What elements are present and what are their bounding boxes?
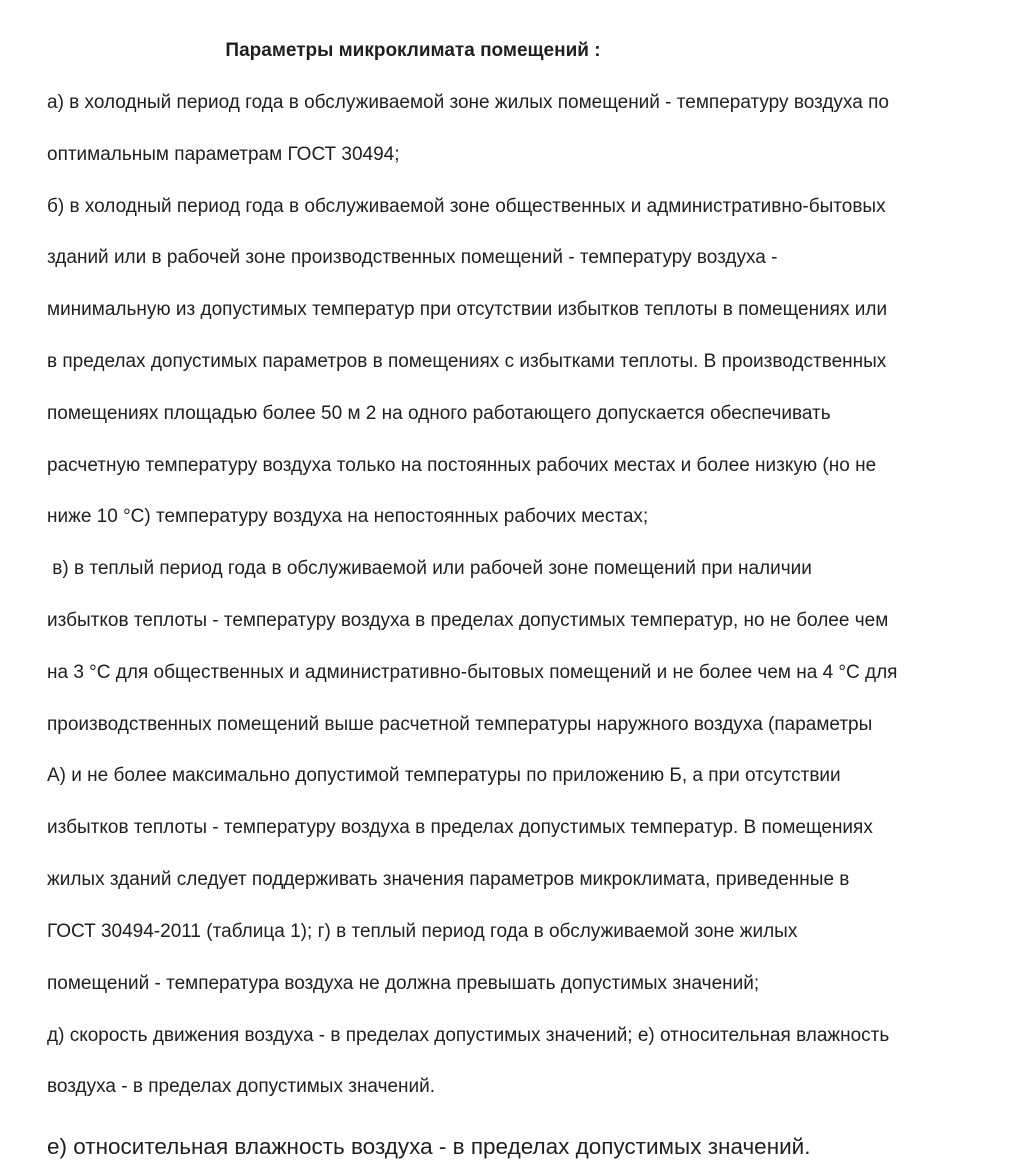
body-line: в пределах допустимых параметров в помещениях с избытками теплоты. В производственных bbox=[47, 350, 887, 372]
body-line: помещений - температура воздуха не должна превышать допустимых значений; bbox=[47, 972, 760, 994]
slide-content bbox=[47, 38, 987, 1162]
body-line: на 3 °С для общественных и административно-бытовых помещений и не более чем на 4 °С для bbox=[47, 661, 898, 683]
body-line: зданий или в рабочей зоне производственных помещений - температуру воздуха - bbox=[47, 247, 778, 269]
body-line: д) скорость движения воздуха - в пределах допустимых значений; е) относительная влажность bbox=[47, 1024, 890, 1046]
slide-title: Параметры микроклимата помещений : bbox=[225, 40, 601, 61]
body-line: б) в холодный период года в обслуживаемой зоне общественных и административно-бытовых bbox=[47, 195, 886, 217]
body-line: минимальную из допустимых температур при отсутствии избытков теплоты в помещениях или bbox=[47, 299, 888, 321]
body-line: помещениях площадью более 50 м 2 на одного работающего допускается обеспечивать bbox=[47, 402, 831, 424]
body-line: воздуха - в пределах допустимых значений. bbox=[47, 1076, 436, 1098]
body-line: А) и не более максимально допустимой температуры по приложению Б, а при отсутствии bbox=[47, 765, 841, 787]
slide-body bbox=[47, 64, 987, 1126]
body-line: оптимальным параметрам ГОСТ 30494; bbox=[47, 143, 400, 165]
body-line: расчетную температуру воздуха только на постоянных рабочих местах и более низкую (но не bbox=[47, 454, 877, 476]
body-line: избытков теплоты - температуру воздуха в пределах допустимых температур, но не более чем bbox=[47, 610, 889, 632]
body-line: ниже 10 °С) температуру воздуха на непостоянных рабочих местах; bbox=[47, 506, 649, 528]
slide-footer-line: е) относительная влажность воздуха - в пределах допустимых значений. bbox=[47, 1134, 811, 1160]
body-line: а) в холодный период года в обслуживаемой зоне жилых помещений - температуру воздуха по bbox=[47, 91, 889, 113]
body-line: в) в теплый период года в обслуживаемой или рабочей зоне помещений при наличии bbox=[47, 558, 812, 580]
body-line: избытков теплоты - температуру воздуха в пределах допустимых температур. В помещениях bbox=[47, 817, 873, 839]
body-line: ГОСТ 30494-2011 (таблица 1); г) в теплый период года в обслуживаемой зоне жилых bbox=[47, 920, 798, 942]
body-line: производственных помещений выше расчетной температуры наружного воздуха (параметры bbox=[47, 713, 873, 735]
body-line: жилых зданий следует поддерживать значения параметров микроклимата, приведенные в bbox=[47, 869, 850, 891]
